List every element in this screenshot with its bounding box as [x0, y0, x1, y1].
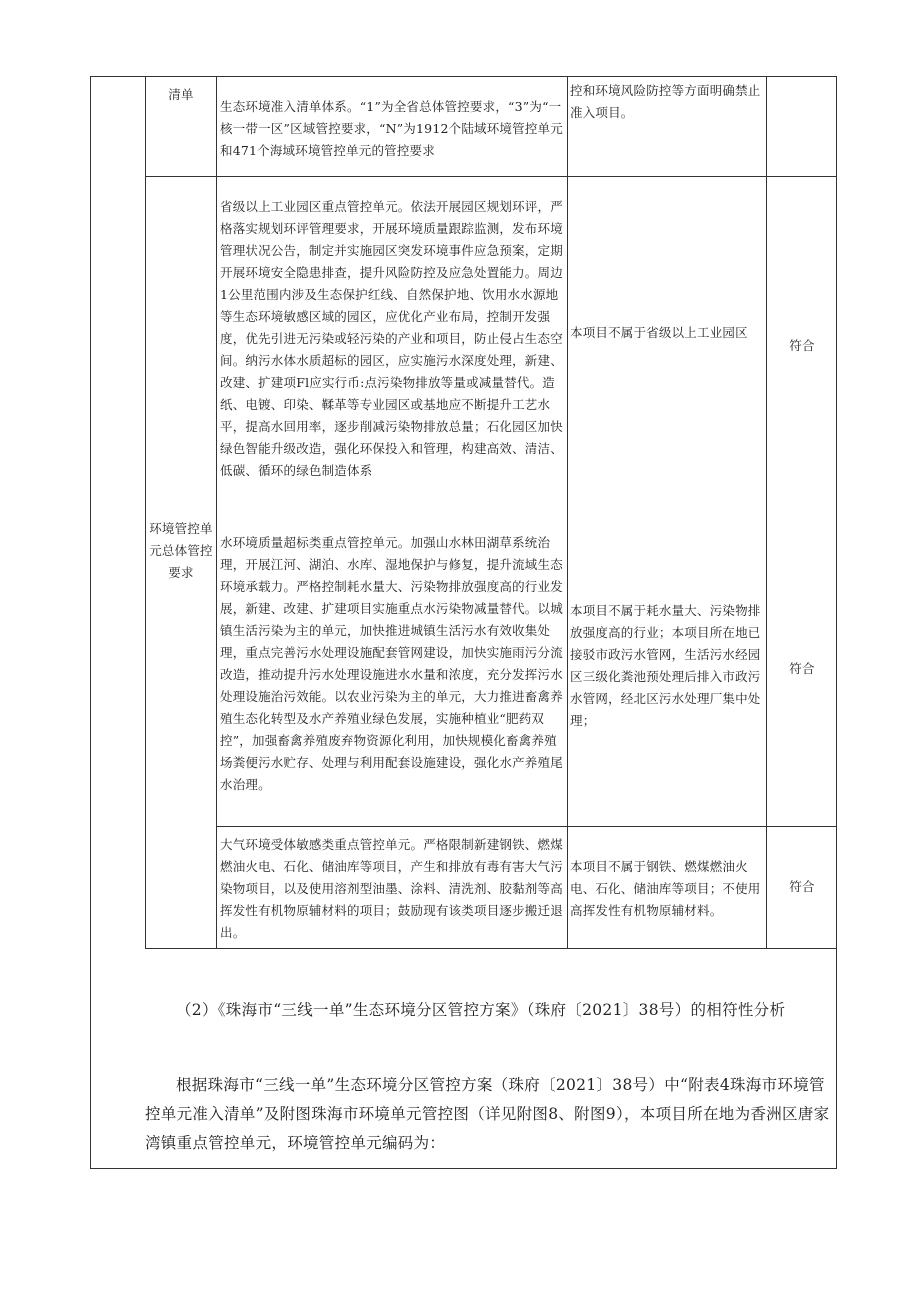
project-cell: 本项目不属于耗水量大、污染物排放强度高的行业；本项目所在地已接驳市政污水管网，生活污水经园区三级化粪池预处理后排入市政污水管网，经北区污水处理厂集中处理；: [570, 603, 761, 728]
result-cell: 符合: [789, 879, 815, 894]
project-cell: 本项目不属于省级以上工业园区: [570, 325, 748, 340]
table-divider: [145, 176, 837, 177]
project-cell: 控和环境风险防控等方面明确禁止准入项目。: [570, 83, 761, 120]
table-divider: [766, 76, 767, 948]
table-divider: [567, 76, 568, 948]
category-cell: 清单: [168, 87, 194, 102]
requirement-cell: 水环境质量超标类重点管控单元。加强山水林田湖草系统治理，开展江河、湖泊、水库、湿地保护与修复，提升流域生态环境承载力。严格控制耗水量大、污染物排放强度高的行业发展，新建、改建、扩建项目实施重点水污染物减量替代。以城镇生活污染为主的单元，加快推进城镇生活污水有效收集处理，重点完善污水处理设施配套管网建设，加快实施雨污分流改造，推动提升污水处理设施进水水量和浓度，充分发挥污水处理设施治污效能。以农业污染为主的单元，大力推进畜禽养殖生态化转型及水产养殖业绿色发展，实施种植业“肥药双控”，加强畜禽养殖废弃物资源化利用，加快规模化畜禽养殖场粪便污水贮存、处理与利用配套设施建设，强化水产养殖尾水治理。: [220, 535, 563, 792]
requirement-cell: 大气环境受体敏感类重点管控单元。严格限制新建钢铁、燃煤燃油火电、石化、储油库等项目，产生和排放有毒有害大气污染物项目，以及使用溶剂型油墨、涂料、清洗剂、胶黏剂等高挥发性有机物原辅材料的项目；鼓励现有该类项目逐步搬迁退出。: [220, 837, 563, 940]
table-divider: [216, 826, 837, 827]
table-divider: [216, 76, 217, 948]
section-heading: （2）《珠海市“三线一单”生态环境分区管控方案》（珠府〔2021〕38号）的相符性分析: [176, 1001, 786, 1019]
table-divider: [145, 948, 837, 949]
table-divider: [145, 76, 146, 948]
requirement-cell: 省级以上工业园区重点管控单元。依法开展园区规划环评，严格落实规划环评管理要求，开展环境质量跟踪监测，发布环境管理状况公告，制定并实施园区突发环境事件应急预案，定期开展环境安全隐患排查，提升风险防控及应急处置能力。周边1公里范围内涉及生态保护红线、自然保护地、饮用水水源地等生态环境敏感区域的园区，应优化产业布局，控制开发强度，优先引进无污染或轻污染的产业和项目，防止侵占生态空间。纳污水体水质超标的园区，应实施污水深度处理，新建、改建、扩建项Fl应实行币:点污染物排放等量或减量替代。造纸、电镀、印染、鞣革等专业园区或基地应不断提升工艺水平，提高水回用率，逐步削减污染物排放总量；石化园区加快绿色智能升级改造，强化环保投入和管理，构建高效、清洁、低碳、循环的绿色制造体系: [220, 199, 563, 478]
result-cell: 符合: [789, 338, 815, 353]
project-cell: 本项目不属于钢铁、燃煤燃油火电、石化、储油库等项目；不使用高挥发性有机物原辅材料。: [570, 859, 761, 918]
category-cell: 环境管控单元总体管控要求: [149, 521, 213, 580]
result-cell: 符合: [789, 661, 815, 676]
requirement-cell: 生态环境准入清单体系。“1”为全省总体管控要求，“3”为“一核一带一区”区域管控要求，“N”为1912个陆域环境管控单元和471个海域环境管控单元的管控要求: [220, 99, 563, 158]
body-paragraph: 根据珠海市“三线一单”生态环境分区管控方案（珠府〔2021〕38号）中“附表4珠海市环境管控单元准入清单”及附图珠海市环境单元管控图（详见附图8、附图9），本项目所在地为香洲区唐家湾镇重点管控单元，环境管控单元编码为：: [145, 1076, 830, 1152]
